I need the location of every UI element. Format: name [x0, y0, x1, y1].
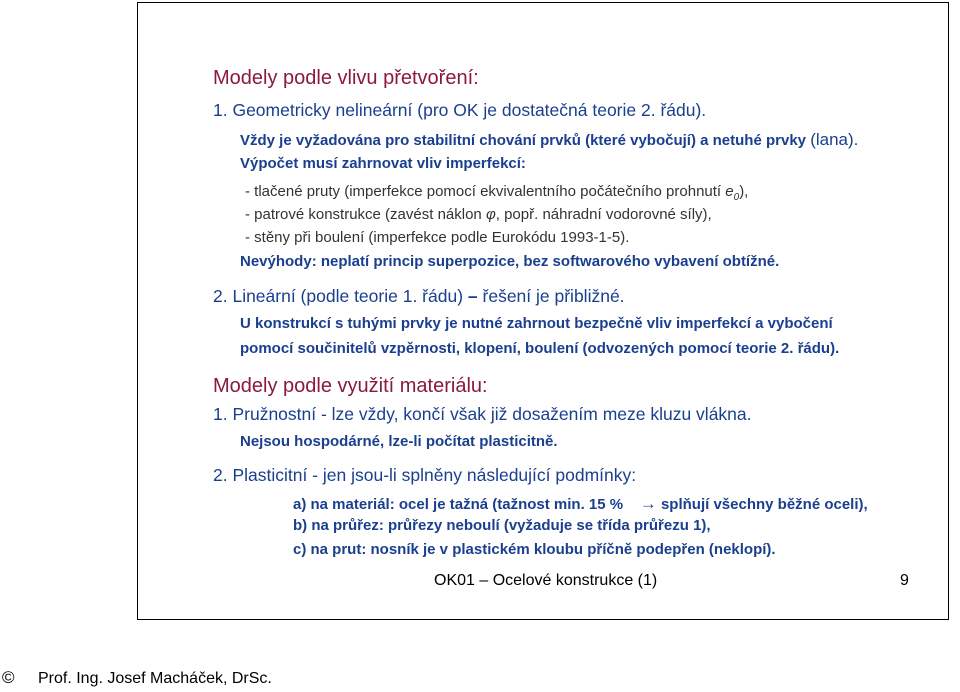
condition-cross-section: b) na průřez: průřezy neboulí (vyžaduje se třída průřezu 1),	[293, 517, 711, 534]
imperfection-1-text: - tlačené pruty (imperfekce pomocí ekvivalentního počátečního prohnutí	[245, 183, 722, 200]
imperfection-1-end: ),	[739, 183, 749, 200]
imperfection-plates: - stěny při boulení (imperfekce podle Eurokódu 1993-1-5).	[245, 229, 630, 246]
imperfection-2-end: , popř. náhradní vodorovné síly),	[495, 206, 712, 223]
note-stability	[240, 130, 858, 150]
condition-member: c) na prut: nosník je v plastickém kloubu příčně podepřen (neklopí).	[293, 541, 776, 558]
item-elastic: 1. Pružnostní - lze vždy, končí však již dosažením meze kluzu vlákna.	[213, 404, 752, 424]
copyright-author: Prof. Ing. Josef Macháček, DrSc.	[38, 670, 272, 687]
item-geometric-nonlinear: 1. Geometricky nelineární (pro OK je dostatečná teorie 2. řádu).	[213, 100, 707, 120]
note-stability-end: (lana).	[810, 130, 859, 149]
condition-material	[293, 494, 868, 514]
note-stiff-members-2: pomocí součinitelů vzpěrnosti, klopení, boulení (odvozených pomocí teorie 2. řádu).	[240, 340, 840, 357]
item-linear	[213, 286, 625, 307]
imperfection-2-text: - patrové konstrukce (zavést náklon	[245, 206, 482, 223]
item-plastic: 2. Plasticitní - jen jsou-li splněny následující podmínky:	[213, 465, 637, 485]
note-imperfections: Výpočet musí zahrnovat vliv imperfekcí:	[240, 155, 526, 172]
item-linear-approx: řešení je přibližné.	[482, 286, 625, 306]
heading-deformation-models: Modely podle vlivu přetvoření:	[213, 67, 479, 89]
item-linear-text: 2. Lineární (podle teorie 1. řádu)	[213, 286, 464, 306]
item-linear-dash: –	[467, 286, 478, 306]
condition-material-text: a) na materiál: ocel je tažná (tažnost min. 15 %	[293, 496, 624, 513]
imperfection-frames	[245, 206, 712, 223]
footer-course: OK01 – Ocelové konstrukce (1)	[434, 572, 658, 589]
symbol-phi: φ	[485, 206, 496, 223]
condition-material-end: splňují všechny běžné oceli),	[660, 496, 868, 513]
slide-frame	[137, 2, 949, 620]
copyright-symbol: ©	[2, 668, 15, 687]
imperfection-compressed-members	[245, 183, 748, 203]
note-stability-text: Vždy je vyžadována pro stabilitní chování prvků (které vybočují) a netuhé prvky	[240, 132, 807, 149]
note-elastic: Nejsou hospodárné, lze-li počítat plasticitně.	[240, 433, 558, 450]
heading-material-models: Modely podle využití materiálu:	[213, 375, 488, 397]
disadvantages: Nevýhody: neplatí princip superpozice, bez softwarového vybavení obtížné.	[240, 253, 780, 270]
arrow-icon: →	[639, 494, 657, 513]
note-stiff-members-1: U konstrukcí s tuhými prvky je nutné zahrnout bezpečně vliv imperfekcí a vybočení	[240, 315, 833, 332]
footer-page-number: 9	[900, 572, 909, 589]
symbol-e0: $e_0$	[725, 183, 740, 203]
